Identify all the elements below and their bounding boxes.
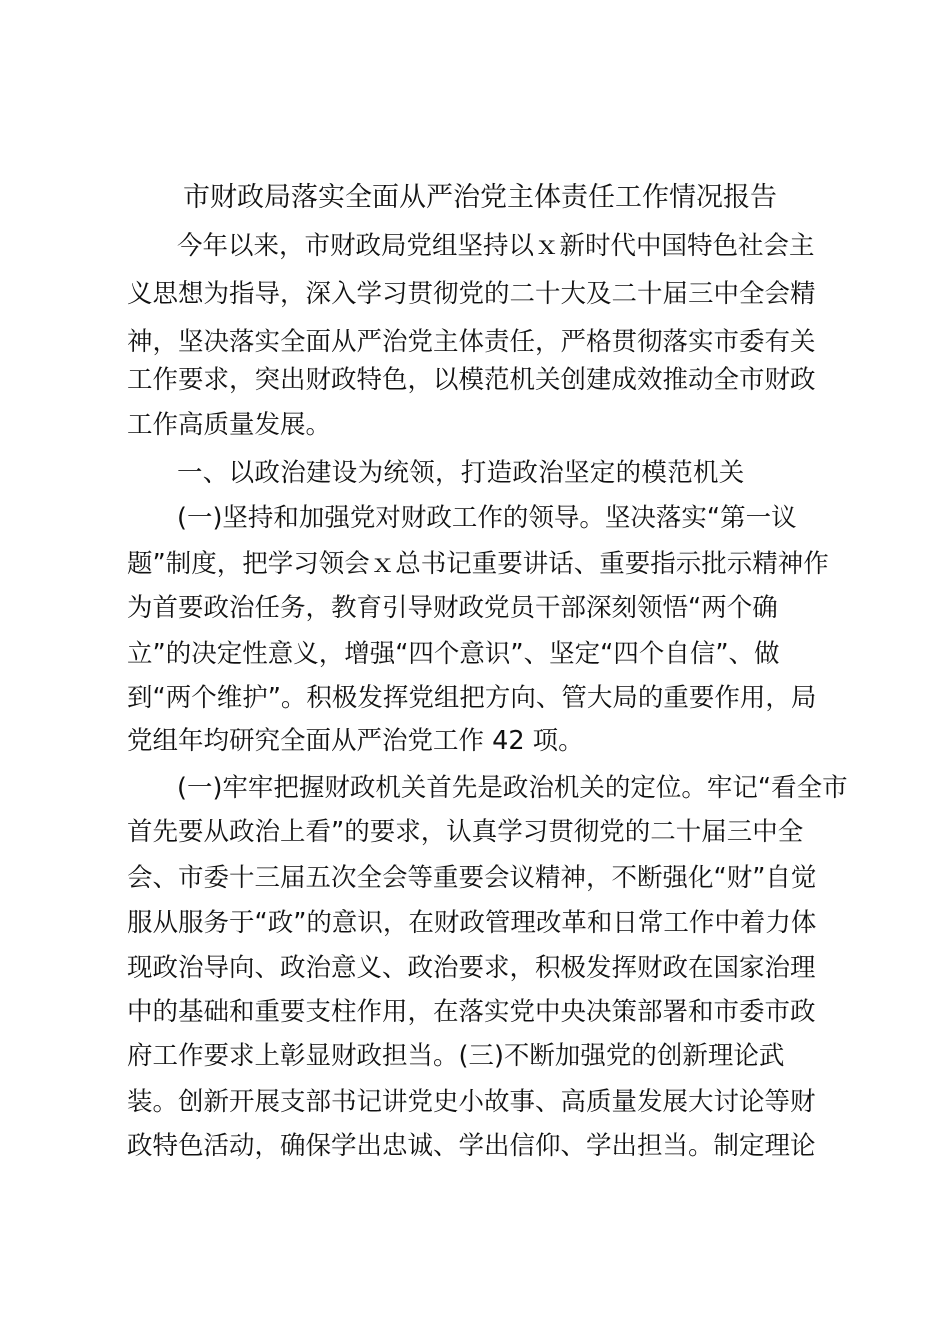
paragraph-line: (一)牢牢把握财政机关首先是政治机关的定位。牢记“看全市 [177,773,848,803]
paragraph-line: 装。创新开展支部书记讲党史小故事、高质量发展大讨论等财 [127,1087,816,1117]
document-title: 市财政局落实全面从严治党主体责任工作情况报告 [183,182,777,213]
paragraph-line: 工作高质量发展。 [127,410,332,440]
paragraph-line: (一)坚持和加强党对财政工作的领导。坚决落实“第一议 [177,503,797,533]
paragraph-line: 到“两个维护”。积极发挥党组把方向、管大局的重要作用，局 [127,683,817,713]
paragraph-line: 题”制度，把学习领会ｘ总书记重要讲话、重要指示批示精神作 [127,549,829,579]
paragraph-line: 为首要政治任务，教育引导财政党员干部深刻领悟“两个确 [127,593,778,623]
paragraph-line: 府工作要求上彰显财政担当。(三)不断加强党的创新理论武 [127,1041,785,1071]
paragraph-line: 工作要求，突出财政特色，以模范机关创建成效推动全市财政 [127,365,816,395]
paragraph-line: 党组年均研究全面从严治党工作 42 项。 [127,726,584,756]
paragraph-line: 立”的决定性意义，增强“四个意识”、坚定“四个自信”、做 [127,639,780,669]
paragraph-line: 首先要从政治上看”的要求，认真学习贯彻党的二十届三中全 [127,817,804,847]
paragraph-line: 政特色活动，确保学出忠诚、学出信仰、学出担当。制定理论 [127,1131,816,1161]
paragraph-line: 今年以来，市财政局党组坚持以ｘ新时代中国特色社会主 [177,231,815,261]
paragraph-line: 神，坚决落实全面从严治党主体责任，严格贯彻落实市委有关 [127,327,816,357]
paragraph-line: 中的基础和重要支柱作用，在落实党中央决策部署和市委市政 [127,997,816,1027]
paragraph-line: 会、市委十三届五次全会等重要会议精神，不断强化“财”自觉 [127,863,817,893]
paragraph-line: 义思想为指导，深入学习贯彻党的二十大及二十届三中全会精 [127,279,816,309]
section-heading: 一、以政治建设为统领，打造政治坚定的模范机关 [177,458,745,488]
paragraph-line: 服从服务于“政”的意识，在财政管理改革和日常工作中着力体 [127,908,817,938]
paragraph-line: 现政治导向、政治意义、政治要求，积极发挥财政在国家治理 [127,953,816,983]
